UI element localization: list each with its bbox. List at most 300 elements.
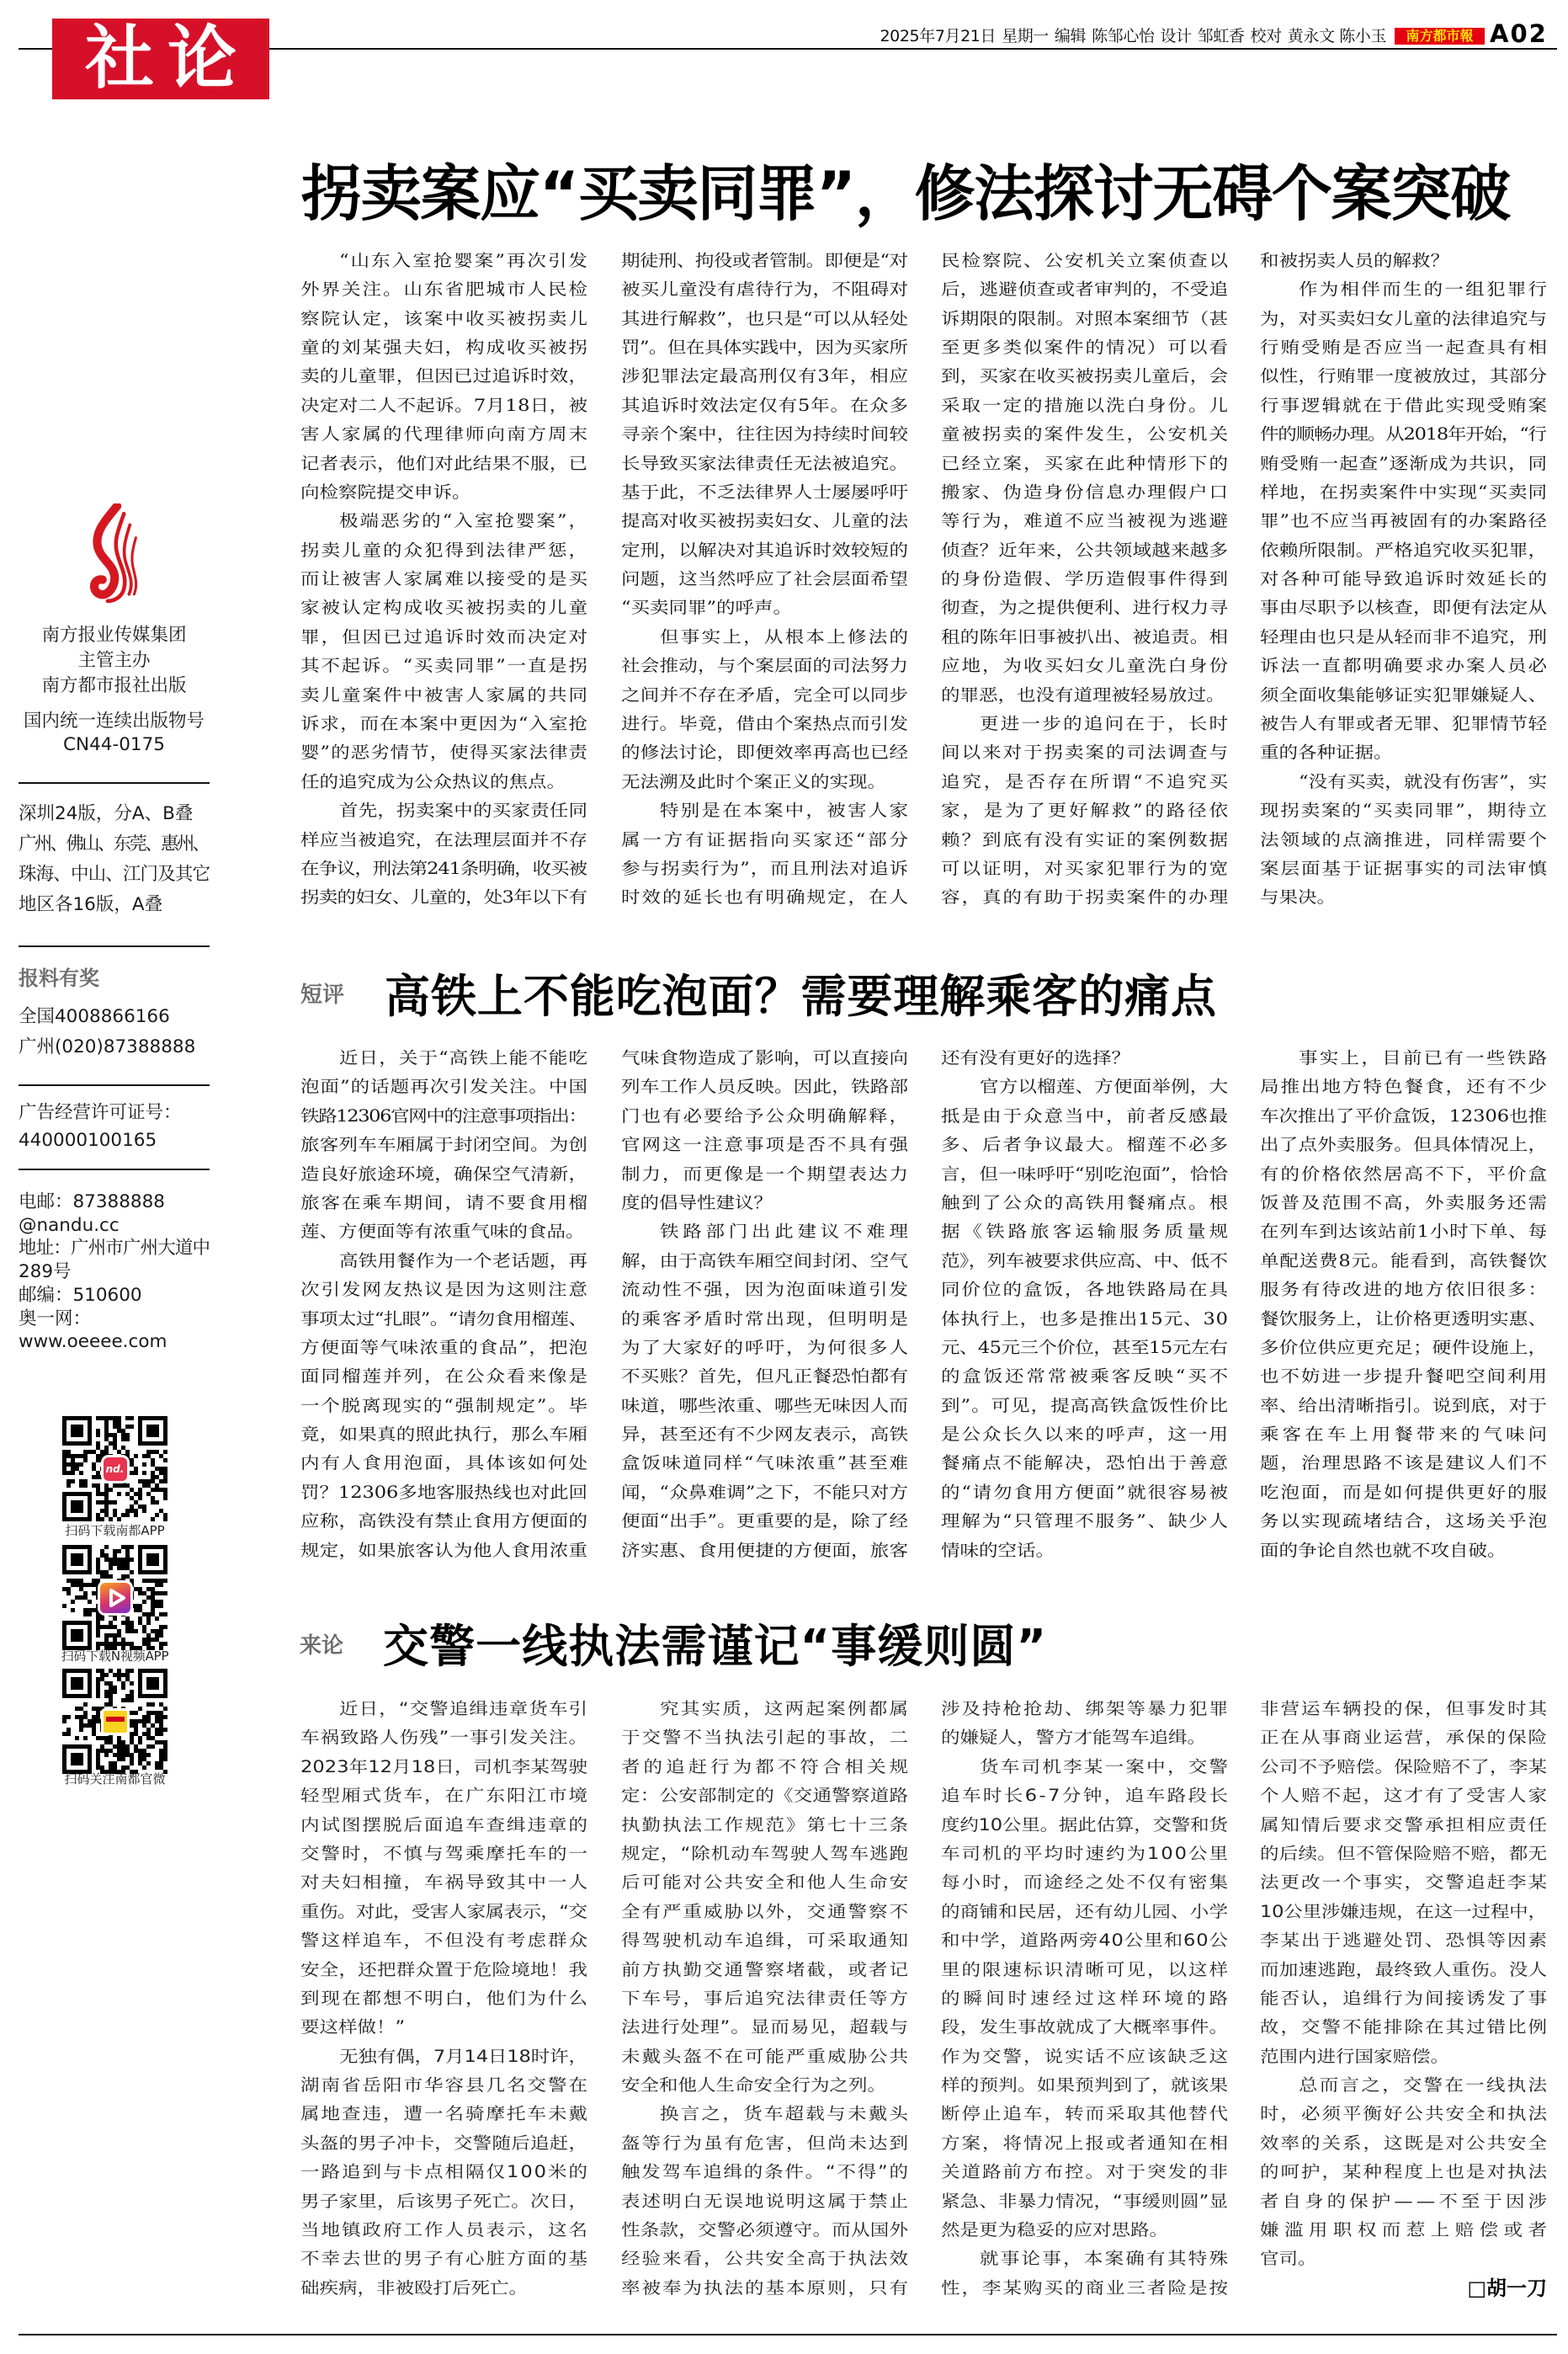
line-text: 行事逻辑就在于借此实现受贿案 bbox=[1260, 396, 1549, 415]
text-line bbox=[300, 826, 587, 855]
text-line bbox=[621, 2158, 908, 2186]
line-text: 车司机的平均时速约为100公里 bbox=[941, 1844, 1230, 1864]
text-line bbox=[300, 796, 587, 825]
logo-bar bbox=[106, 1717, 125, 1722]
line-text: 得驾驶机动车追缉，可采取通知 bbox=[621, 1931, 910, 1951]
kicker-label: 来论 bbox=[300, 1633, 344, 1659]
article-column-4 bbox=[1260, 1044, 1551, 1565]
text-line bbox=[1260, 275, 1547, 304]
line-text: 进行。毕竟，借由个案热点而引发 bbox=[621, 714, 909, 734]
text-line bbox=[1260, 1247, 1547, 1276]
text-line bbox=[941, 2216, 1228, 2245]
text-line bbox=[300, 305, 587, 333]
text-line bbox=[300, 1956, 587, 1984]
line-text: 里的限速标识清晰可见，以这样 bbox=[941, 1960, 1230, 1979]
line-text: 童的刘某强夫妇，构成收买被拐 bbox=[300, 338, 589, 358]
text-line bbox=[941, 883, 1228, 912]
paragraph bbox=[621, 1217, 912, 1565]
text-line bbox=[1260, 738, 1547, 767]
line-text: 乘客在车上用餐带来的气味问 bbox=[1260, 1425, 1551, 1445]
text-line bbox=[300, 855, 587, 883]
line-text: 属一方有证据指向买家还“部分 bbox=[621, 830, 911, 849]
text-line bbox=[300, 2129, 587, 2158]
line-text: 据《铁路旅客运输服务质量规 bbox=[941, 1222, 1232, 1242]
line-text: 可以证明，对买家犯罪行为的宽 bbox=[941, 859, 1230, 879]
line-text: 还有没有更好的选择？ bbox=[941, 1048, 1131, 1068]
line-text: 抵是由于众意当中，前者反感最 bbox=[941, 1106, 1230, 1126]
text-line bbox=[941, 1898, 1228, 1926]
line-text: 至更多类似案件的情况）可以看 bbox=[941, 338, 1230, 358]
paragraph bbox=[621, 247, 908, 623]
text-line bbox=[1260, 536, 1547, 565]
text-line bbox=[1260, 1449, 1547, 1478]
line-text: 官方以榴莲、方便面举例，大 bbox=[980, 1078, 1229, 1097]
line-text: 言，但一味呼吁“别吃泡面”，恰恰 bbox=[941, 1164, 1229, 1184]
text-line bbox=[300, 768, 587, 796]
serial-label: 国内统一连续出版物号 bbox=[23, 711, 205, 732]
contact-text: 289号 bbox=[19, 1261, 72, 1283]
kicker-label: 短评 bbox=[300, 983, 345, 1008]
text-line bbox=[621, 1305, 908, 1334]
text-line bbox=[1260, 2100, 1547, 2128]
text-line bbox=[621, 275, 908, 304]
text-line bbox=[621, 796, 911, 825]
text-line bbox=[300, 391, 587, 420]
text-line bbox=[941, 1102, 1228, 1131]
text-line bbox=[941, 1926, 1228, 1955]
line-text: 男子家里，后该男子死亡。次日， bbox=[300, 2192, 588, 2211]
line-text: 问题，这当然呼应了社会层面希望 bbox=[621, 569, 909, 589]
edition-text: 珠海、中山、江门及其它 bbox=[19, 864, 210, 885]
line-text: 应地，为收买妇女儿童洗白身份 bbox=[941, 657, 1230, 676]
line-text: 已经立案，买家在此种情形下的 bbox=[941, 454, 1230, 473]
qr-label-text: 扫码关注南都官微 bbox=[64, 1771, 166, 1787]
line-text: 内有人食用泡面，具体该如何处 bbox=[300, 1454, 589, 1473]
text-line bbox=[300, 2187, 587, 2216]
text-line bbox=[621, 1189, 908, 1217]
text-line bbox=[621, 2274, 908, 2303]
line-text: 率被奉为执法的基本原则，只有 bbox=[621, 2278, 910, 2298]
text-line bbox=[941, 768, 1228, 796]
paragraph bbox=[621, 2100, 911, 2303]
line-text: 轻理由也只是从轻而非不追究，刑 bbox=[1260, 627, 1548, 647]
headline bbox=[383, 1619, 1047, 1675]
qr-label bbox=[50, 1648, 179, 1664]
text-line bbox=[621, 1695, 911, 1723]
line-text: 作为交警，说实话不应该缺乏这 bbox=[941, 2047, 1230, 2066]
line-text: 铁路12306官网中的注意事项指出： bbox=[300, 1106, 587, 1126]
paragraph bbox=[941, 1044, 1228, 1073]
text-line bbox=[941, 420, 1228, 449]
text-line bbox=[300, 450, 587, 478]
line-text: 者的追赶行为都不符合相关规 bbox=[621, 1757, 912, 1776]
text-line bbox=[1260, 1392, 1547, 1420]
text-line bbox=[941, 2100, 1228, 2128]
text-line bbox=[1260, 1868, 1547, 1897]
sidebar-divider bbox=[19, 1084, 210, 1086]
text-line bbox=[300, 247, 590, 275]
text-line bbox=[941, 333, 1228, 362]
line-text: 基于此，不乏法律界人士屡屡呼吁 bbox=[621, 482, 909, 503]
line-text: 官司。 bbox=[1260, 2250, 1317, 2269]
text-line bbox=[941, 1811, 1228, 1840]
text-line bbox=[621, 1753, 912, 1781]
line-text: 拐卖儿童的众犯得到法律严惩， bbox=[300, 541, 589, 560]
line-text: 味道，哪些浓重、哪些无味因人而 bbox=[621, 1396, 909, 1415]
qr-code-n-video-app[interactable] bbox=[61, 1545, 168, 1650]
text-line bbox=[941, 1868, 1228, 1897]
text-line bbox=[621, 536, 908, 565]
text-line bbox=[621, 855, 908, 883]
line-text: 件的顺畅办理。从2018年开始，“行 bbox=[1260, 424, 1546, 445]
line-text: 李某出于逃避处罚、恐惧等因素 bbox=[1260, 1931, 1549, 1951]
text-line bbox=[1260, 391, 1547, 420]
line-text: 故，交警不能排除在其过错比例 bbox=[1260, 2018, 1549, 2037]
text-line bbox=[941, 2245, 1228, 2273]
line-text: 期徒刑、拘役或者管制。即便是“对 bbox=[621, 251, 908, 271]
text-line bbox=[941, 305, 1228, 333]
headline-text: 高铁上不能吃泡面？需要理解乘客的痛点 bbox=[385, 970, 1217, 1023]
text-line bbox=[300, 478, 587, 507]
paragraph bbox=[941, 247, 1228, 710]
website-link[interactable]: www.oeeee.com bbox=[19, 1331, 167, 1353]
line-text: 特别是在本案中，被害人家 bbox=[660, 802, 911, 821]
line-text: 婴”的恶劣情节，使得买家法律责 bbox=[300, 743, 589, 763]
line-text: 和被拐卖人员的解救？ bbox=[1260, 251, 1450, 271]
text-line bbox=[300, 2100, 587, 2128]
line-text: 多价位供应更充足；硬件设施上， bbox=[1260, 1338, 1548, 1358]
line-text: 门也有必要给予公众明确解释， bbox=[621, 1106, 910, 1126]
line-text: 下车号，事后追究法律责任等方 bbox=[621, 1989, 910, 2009]
line-text: 之间并不存在矛盾，完全可以同步 bbox=[621, 685, 909, 705]
bottom-rule bbox=[19, 2334, 1557, 2335]
text-line bbox=[941, 1131, 1228, 1159]
serial-block bbox=[19, 710, 210, 757]
line-text: 车祸致路人伤残”一事引发关注。 bbox=[300, 1728, 589, 1748]
line-text: 属知情后要求交警承担相应责任 bbox=[1260, 1815, 1549, 1835]
text-line bbox=[300, 1073, 587, 1101]
line-text: 率、给出清晰指引。说到底，对于 bbox=[1260, 1396, 1548, 1415]
line-text: 是公众长久以来的呼声，这一用 bbox=[941, 1425, 1230, 1445]
line-text: 性，李某购买的商业三者险是按 bbox=[941, 2278, 1230, 2298]
line-text: 公司不予赔偿。保险赔不了，李某 bbox=[1260, 1757, 1548, 1776]
line-text: 家被认定构成收买被拐卖的儿童 bbox=[300, 599, 589, 618]
line-text: 触发驾车追缉的条件。“不得”的 bbox=[621, 2163, 910, 2182]
text-line bbox=[941, 1276, 1228, 1304]
text-line bbox=[1260, 2187, 1551, 2216]
text-line bbox=[941, 1956, 1228, 1984]
line-text: 务以实现疏堵结合，这场关乎泡 bbox=[1260, 1512, 1549, 1531]
qr-code-nandu-official-account[interactable] bbox=[61, 1669, 168, 1774]
ad-license-label: 广告经营许可证号： bbox=[19, 1102, 182, 1123]
line-text: 无独有偶，7月14日18时许， bbox=[339, 2047, 587, 2066]
text-line bbox=[1260, 1305, 1547, 1334]
text-line bbox=[1260, 710, 1547, 738]
text-line bbox=[621, 391, 908, 420]
text-line bbox=[300, 1305, 587, 1334]
line-text: 体执行上，也多是推出15元、30 bbox=[941, 1309, 1229, 1329]
text-line bbox=[621, 1160, 908, 1189]
line-text: 单配送费8元。能看到，高铁餐饮 bbox=[1260, 1251, 1548, 1270]
contact-text: 地址：广州市广州大道中 bbox=[19, 1238, 210, 1260]
line-text: 闻，“众鼻难调”之下，不能只对方 bbox=[621, 1483, 909, 1503]
text-line bbox=[1260, 826, 1547, 855]
line-text: 嫌滥用职权而惹上赔偿或者 bbox=[1260, 2220, 1553, 2240]
edition-line bbox=[19, 890, 210, 920]
editions-block bbox=[19, 799, 210, 920]
text-line bbox=[941, 855, 1228, 883]
contact-block bbox=[19, 1190, 210, 1354]
contact-line[interactable] bbox=[19, 1214, 210, 1238]
line-text: 但事实上，从根本上修法的 bbox=[660, 627, 911, 647]
text-line bbox=[300, 1044, 587, 1073]
text-line bbox=[1260, 2129, 1547, 2158]
line-text: 者自身的保护——不至于因涉 bbox=[1260, 2192, 1551, 2211]
line-text: 重伤。对此，受害人家属表示，“交 bbox=[300, 1902, 587, 1921]
text-line bbox=[300, 2042, 587, 2071]
text-line bbox=[1260, 1102, 1547, 1131]
text-line bbox=[621, 2245, 908, 2273]
line-text: 要这样做！” bbox=[300, 2018, 406, 2037]
line-text: 湖南省岳阳市华容县几名交警在 bbox=[300, 2075, 589, 2096]
line-text: 涉犯罪法定最高刑仅有3年，相应 bbox=[621, 367, 909, 386]
credit-role: 校对 bbox=[1250, 27, 1282, 45]
line-text: 定：公安部制定的《交通警察道路 bbox=[621, 1787, 909, 1806]
text-line bbox=[300, 1392, 587, 1420]
nandu-app-icon: nd. bbox=[104, 1457, 127, 1481]
line-text: 法领域的点滴推进，同样需要个 bbox=[1260, 830, 1549, 849]
text-line bbox=[300, 681, 587, 710]
line-text: 追车时长6-7分钟，追车路段长 bbox=[941, 1787, 1230, 1806]
text-line bbox=[621, 1073, 908, 1101]
text-line bbox=[300, 1507, 587, 1536]
issue-date: 2025年7月21日 bbox=[880, 27, 997, 45]
text-line bbox=[621, 1217, 912, 1246]
line-text: 官网这一注意事项是否不具有强 bbox=[621, 1136, 910, 1155]
tips-hotline-guangzhou[interactable]: 广州(020)87388888 bbox=[19, 1036, 196, 1057]
text-line bbox=[621, 1449, 908, 1478]
line-text: 等行为，难道不应当被视为逃避 bbox=[941, 512, 1230, 531]
line-text: 换言之，货车超载与未戴头 bbox=[660, 2105, 911, 2124]
line-text: 长导致买家法律责任无法被追究。 bbox=[621, 454, 909, 473]
line-text: 的商铺和民居，还有幼儿园、小学 bbox=[941, 1902, 1229, 1921]
line-text: 似性，行贿罪一度被放过，其部分 bbox=[1260, 367, 1548, 386]
line-text: 而加速逃跑，最终致人重伤。没人 bbox=[1260, 1960, 1548, 1979]
text-line bbox=[941, 796, 1228, 825]
text-line bbox=[941, 1217, 1232, 1246]
line-text: 面同榴莲并列，在公众看来像是 bbox=[300, 1367, 589, 1387]
line-text: 首先，拐卖案中的买家责任同 bbox=[339, 802, 588, 821]
text-line bbox=[621, 1044, 908, 1073]
edition-text: 地区各16版，A叠 bbox=[19, 894, 163, 915]
line-text: 泡面”的话题再次引发关注。中国 bbox=[300, 1078, 589, 1097]
text-line bbox=[621, 1334, 908, 1362]
line-text: 更进一步的追问在于，长时 bbox=[980, 714, 1230, 734]
text-line bbox=[300, 1449, 587, 1478]
article-column-2 bbox=[621, 1044, 912, 1565]
line-text: 方便面等气味浓重的食品”，把泡 bbox=[300, 1338, 589, 1358]
text-line bbox=[1260, 1189, 1547, 1217]
play-icon bbox=[101, 1583, 131, 1613]
article-column-3 bbox=[941, 1695, 1232, 2303]
line-text: 列车工作人员反映。因此，铁路部 bbox=[621, 1078, 909, 1097]
text-line bbox=[621, 1868, 908, 1897]
line-text: 容，真的有助于拐卖案件的办理 bbox=[941, 888, 1230, 908]
line-text: 其不起诉。“买卖同罪”一直是拐 bbox=[300, 657, 589, 676]
line-text: 触到了公众的高铁用餐痛点。根 bbox=[941, 1193, 1230, 1213]
line-text: 高铁用餐作为一个老话题，再 bbox=[339, 1251, 588, 1270]
line-text: 经验来看，公共安全高于执法效 bbox=[621, 2250, 910, 2269]
text-line bbox=[941, 623, 1228, 652]
headline-text: 交警一线执法需谨记“事缓则圆” bbox=[383, 1620, 1048, 1673]
line-text: 在列车到达该站前1小时下单、每 bbox=[1260, 1222, 1548, 1242]
paragraph bbox=[621, 623, 911, 796]
line-text: 当地镇政府工作人员表示，这名 bbox=[300, 2220, 589, 2240]
line-text: 的修法讨论，即便效率再高也已经 bbox=[621, 743, 909, 763]
text-line bbox=[941, 2071, 1228, 2100]
qr-code-nandu-app[interactable] bbox=[61, 1416, 168, 1521]
line-text: 交警时，不慎与驾乘摩托车的一 bbox=[300, 1844, 589, 1864]
line-text: 流动性不强，因为泡面味道引发 bbox=[621, 1280, 910, 1300]
line-text: 和中学，道路两旁40公里和60公 bbox=[941, 1931, 1229, 1951]
edition-text: 深圳24版，分A、B叠 bbox=[19, 803, 194, 824]
text-line bbox=[1260, 478, 1547, 507]
line-text: 也不妨进一步提升餐吧空间利用 bbox=[1260, 1367, 1549, 1387]
text-line bbox=[621, 2216, 908, 2245]
text-line bbox=[1260, 1984, 1547, 2013]
line-text: 个人赔不起，这才有了受害人家 bbox=[1260, 1787, 1549, 1806]
text-line bbox=[621, 681, 908, 710]
text-line bbox=[621, 450, 908, 478]
line-text: 间以来对于拐卖案的司法调查与 bbox=[941, 743, 1230, 763]
text-line bbox=[300, 565, 587, 594]
line-text: 样应当被追究，在法理层面并不存 bbox=[300, 830, 588, 849]
text-line bbox=[621, 333, 908, 362]
text-line bbox=[1260, 594, 1547, 622]
text-line bbox=[1260, 1160, 1547, 1189]
contact-line[interactable] bbox=[19, 1330, 210, 1354]
text-line bbox=[621, 362, 908, 391]
line-text: 须全面收集能够证实犯罪嫌疑人、 bbox=[1260, 685, 1548, 705]
paragraph bbox=[300, 2042, 587, 2303]
text-line bbox=[621, 2129, 908, 2158]
line-text: 次引发网友热议是因为这则注意 bbox=[300, 1280, 589, 1300]
text-line bbox=[300, 2216, 587, 2245]
line-text: 吃泡面，而是如何提供更好的服 bbox=[1260, 1483, 1549, 1503]
author-byline: □胡一刀 bbox=[1467, 2277, 1547, 2300]
text-line bbox=[300, 1189, 587, 1217]
text-line bbox=[621, 1536, 908, 1565]
article-column-1 bbox=[300, 1044, 587, 1565]
text-line bbox=[621, 2013, 908, 2042]
line-text: 服务有待改进的地方依旧很多： bbox=[1260, 1280, 1549, 1300]
section-label: 社论 bbox=[52, 19, 269, 99]
text-line bbox=[941, 247, 1228, 275]
line-text: 正在从事商业运营，承保的保险 bbox=[1260, 1728, 1549, 1748]
text-line bbox=[941, 450, 1228, 478]
line-text: 涉及持枪抢劫、绑架等暴力犯罪 bbox=[941, 1699, 1230, 1719]
line-text: 的瞬间时速经过这样环境的路 bbox=[941, 1989, 1232, 2009]
contact-text: 邮编：510600 bbox=[19, 1284, 142, 1306]
line-text: 依赖所限制。严格追究收买犯罪， bbox=[1260, 541, 1548, 560]
line-text: 被告人有罪或者无罪、犯罪情节轻 bbox=[1260, 714, 1548, 734]
line-text: 侦查？近年来，公共领域越来越多 bbox=[941, 541, 1229, 560]
contact-line bbox=[19, 1260, 210, 1284]
line-text: 盒饭味道同样“气味浓重”甚至难 bbox=[621, 1454, 910, 1473]
text-line bbox=[621, 710, 908, 738]
paragraph bbox=[941, 710, 1228, 913]
text-line bbox=[1260, 2013, 1547, 2042]
tips-block bbox=[19, 1002, 210, 1062]
line-text: 情味的空话。 bbox=[941, 1541, 1055, 1560]
line-text: 赖？到底有没有实证的案例数据 bbox=[941, 830, 1230, 849]
text-line bbox=[941, 2187, 1228, 2216]
line-text: 为，对买卖妇女儿童的法律追究与 bbox=[1260, 309, 1548, 328]
publisher-line: 南方报业传媒集团 bbox=[41, 625, 187, 646]
line-text: 属地查违，遭一名骑摩托车未戴 bbox=[300, 2105, 589, 2124]
text-line bbox=[941, 1189, 1228, 1217]
publisher-line: 主管主办 bbox=[77, 650, 151, 671]
text-line bbox=[941, 1305, 1228, 1334]
email-link[interactable]: @nandu.cc bbox=[19, 1214, 120, 1236]
tips-hotline-national[interactable]: 全国4008866166 bbox=[19, 1006, 170, 1027]
text-line bbox=[621, 1781, 908, 1810]
line-text: 有的价格依然居高不下，平价盒 bbox=[1260, 1164, 1549, 1184]
text-line bbox=[300, 1984, 587, 2013]
text-line bbox=[941, 2274, 1228, 2303]
paragraph bbox=[1260, 247, 1547, 275]
text-line bbox=[300, 2071, 587, 2100]
text-line bbox=[941, 652, 1228, 680]
text-line bbox=[300, 710, 587, 738]
line-text: 诉法一直都明确要求办案人员必 bbox=[1260, 657, 1549, 676]
text-line bbox=[1260, 450, 1547, 478]
qr-label-text: 扫码下载南都APP bbox=[65, 1523, 165, 1538]
line-text: 莲、方便面等有浓重气味的食品。 bbox=[300, 1222, 585, 1242]
line-text: 度的倡导性建议？ bbox=[621, 1193, 773, 1213]
line-text: 定刑，以解决对其追诉时效较短的 bbox=[621, 541, 909, 560]
text-line bbox=[1260, 1217, 1547, 1246]
text-line bbox=[941, 1507, 1228, 1536]
paragraph bbox=[1260, 768, 1547, 913]
text-line bbox=[621, 738, 908, 767]
text-line bbox=[621, 594, 908, 622]
line-text: 罚”。但在具体实践中，因为买家所 bbox=[621, 338, 908, 358]
text-line bbox=[1260, 2042, 1547, 2071]
text-line bbox=[1260, 1695, 1547, 1723]
text-line bbox=[1260, 681, 1547, 710]
text-line bbox=[300, 2274, 587, 2303]
text-line bbox=[621, 1811, 908, 1840]
text-line bbox=[941, 1478, 1228, 1507]
text-line bbox=[300, 1420, 587, 1449]
line-text: 任的追究成为公众热议的焦点。 bbox=[300, 772, 566, 792]
text-line bbox=[300, 652, 587, 680]
line-text: 卖的儿童罪，但因已过追诉时效， bbox=[300, 367, 588, 386]
contact-text: 电邮：87388888 bbox=[19, 1191, 165, 1212]
text-line bbox=[300, 1840, 587, 1868]
text-line bbox=[1260, 333, 1547, 362]
text-line bbox=[300, 1217, 587, 1246]
line-text: 总而言之，交警在一线执法 bbox=[1299, 2075, 1549, 2096]
line-text: 作为相伴而生的一组犯罪行 bbox=[1299, 280, 1549, 300]
article-column-3 bbox=[941, 1044, 1232, 1565]
paragraph bbox=[621, 1695, 912, 2100]
line-text: 造良好旅途环境，确保空气清新， bbox=[300, 1164, 588, 1184]
text-line bbox=[1260, 1811, 1547, 1840]
paragraph bbox=[1260, 275, 1547, 768]
text-line bbox=[1260, 1362, 1547, 1391]
